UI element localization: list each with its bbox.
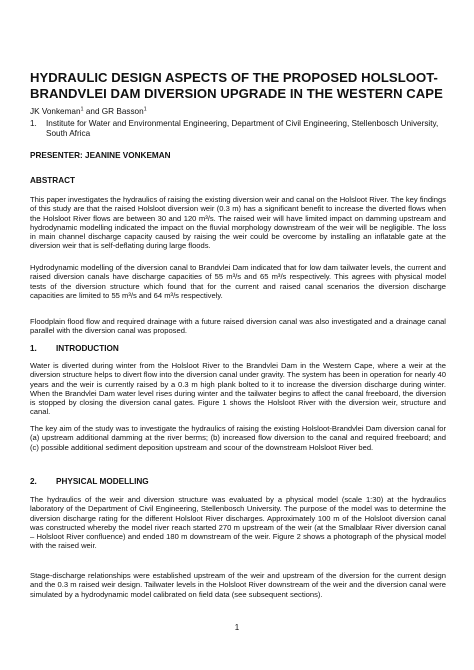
abstract-paragraph: This paper investigates the hydraulics of raising the existing diversion weir and canal on the Holsloot River. The key findings of this study are that the raised Holsloot diversion weir (0.3 m) has a significant benefit to increase the diverted flows when the Holsloot River flows are between 30 and 120 m³/s. The raised weir will have limited impact on damming upstream and hydrodynamic modelling indicated the impact on the fluvial morphology downstream of the weir will be negligible. The loss in main channel discharge capacity caused by raising the weir could be overcome by installing an inflatable gate at the diversion weir that is self-deflating during large floods. bbox=[30, 195, 446, 251]
presenter-line: PRESENTER: JEANINE VONKEMAN bbox=[30, 151, 171, 160]
author-list bbox=[30, 107, 446, 117]
abstract-heading: ABSTRACT bbox=[30, 176, 76, 185]
author-affiliation-mark: 1 bbox=[143, 106, 147, 113]
author-name: JK Vonkeman bbox=[30, 107, 81, 116]
section-number: 2. bbox=[30, 477, 37, 486]
affiliation-text: Institute for Water and Environmental Engineering, Department of Civil Engineering, Stellenbosch University, South Africa bbox=[46, 119, 439, 138]
body-paragraph: Stage-discharge relationships were established upstream of the weir and upstream of the diversion for the current design and the 0.3 m raised weir design. Tailwater levels in the Holsloot River downstream of the weir and the diversion canal were simulated by a hydrodynamic model calibrated on field data (see subsequent sections). bbox=[30, 571, 446, 599]
page-number: 1 bbox=[234, 623, 240, 632]
title-line-1: HYDRAULIC DESIGN ASPECTS OF THE PROPOSED HOLSLOOT- bbox=[30, 70, 438, 85]
author-affiliation-mark: 1 bbox=[80, 106, 84, 113]
section-number: 1. bbox=[30, 344, 37, 353]
section-heading-physical-modelling bbox=[30, 477, 446, 487]
affiliation-number: 1. bbox=[30, 119, 37, 128]
body-paragraph: Water is diverted during winter from the Holsloot River to the Brandvlei Dam in the Western Cape, where a weir at the diversion structure helps to divert flow into the diversion canal under gravity. The system has been in operation for nearly 40 years and the weir is currently raised by a 0.3 m high plank bolted to it to increase the diversion discharge during winter. When the Brandvlei Dam water level rises during winter and the tailwater begins to affect the canal freeboard, the diversion is stopped by closing the diversion canal gates. Figure 1 shows the Holsloot River with the diversion weir, structure and canal. bbox=[30, 361, 446, 417]
paper-title bbox=[30, 70, 446, 102]
section-heading-introduction bbox=[30, 344, 446, 354]
abstract-paragraph: Hydrodynamic modelling of the diversion canal to Brandvlei Dam indicated that for low dam tailwater levels, the current and raised diversion canals have discharge capacities of 55 m³/s and 65 m³/s respectively. This agrees with physical model tests of the diversion structure which found that for the current and raised canal scenarios the diversion discharge capacities are limited to 55 m³/s and 64 m³/s respectively. bbox=[30, 263, 446, 300]
affiliation bbox=[30, 119, 446, 139]
author-name: and GR Basson bbox=[83, 107, 144, 116]
abstract-paragraph: Floodplain flood flow and required drainage with a future raised diversion canal was also investigated and a drainage canal parallel with the diversion canal was proposed. bbox=[30, 317, 446, 336]
section-title: PHYSICAL MODELLING bbox=[56, 477, 149, 486]
section-title: INTRODUCTION bbox=[56, 344, 119, 353]
title-line-2: BRANDVLEI DAM DIVERSION UPGRADE IN THE WESTERN CAPE bbox=[30, 86, 443, 101]
body-paragraph: The hydraulics of the weir and diversion structure was evaluated by a physical model (scale 1:30) at the hydraulics laboratory of the Department of Civil Engineering, Stellenbosch University. The purpose of the model was to determine the diversion discharge rating for the different Holsloot River discharges. Approximately 100 m of the Holsloot diversion canal was constructed whereby the model river reach started 270 m upstream of the weir (at the Smalblaar River diversion canal – Holsloot River confluence) and ended 180 m downstream of the weir. Figure 2 shows a photograph of the physical model with the raised weir. bbox=[30, 495, 446, 551]
body-paragraph: The key aim of the study was to investigate the hydraulics of raising the existing Holsloot-Brandvlei Dam diversion canal for (a) upstream additional damming at the river berms; (b) increased flow diversion to the canal and required freeboard; and (c) possible additional sediment deposition upstream and scour of the downstream Holsloot River bed. bbox=[30, 424, 446, 452]
